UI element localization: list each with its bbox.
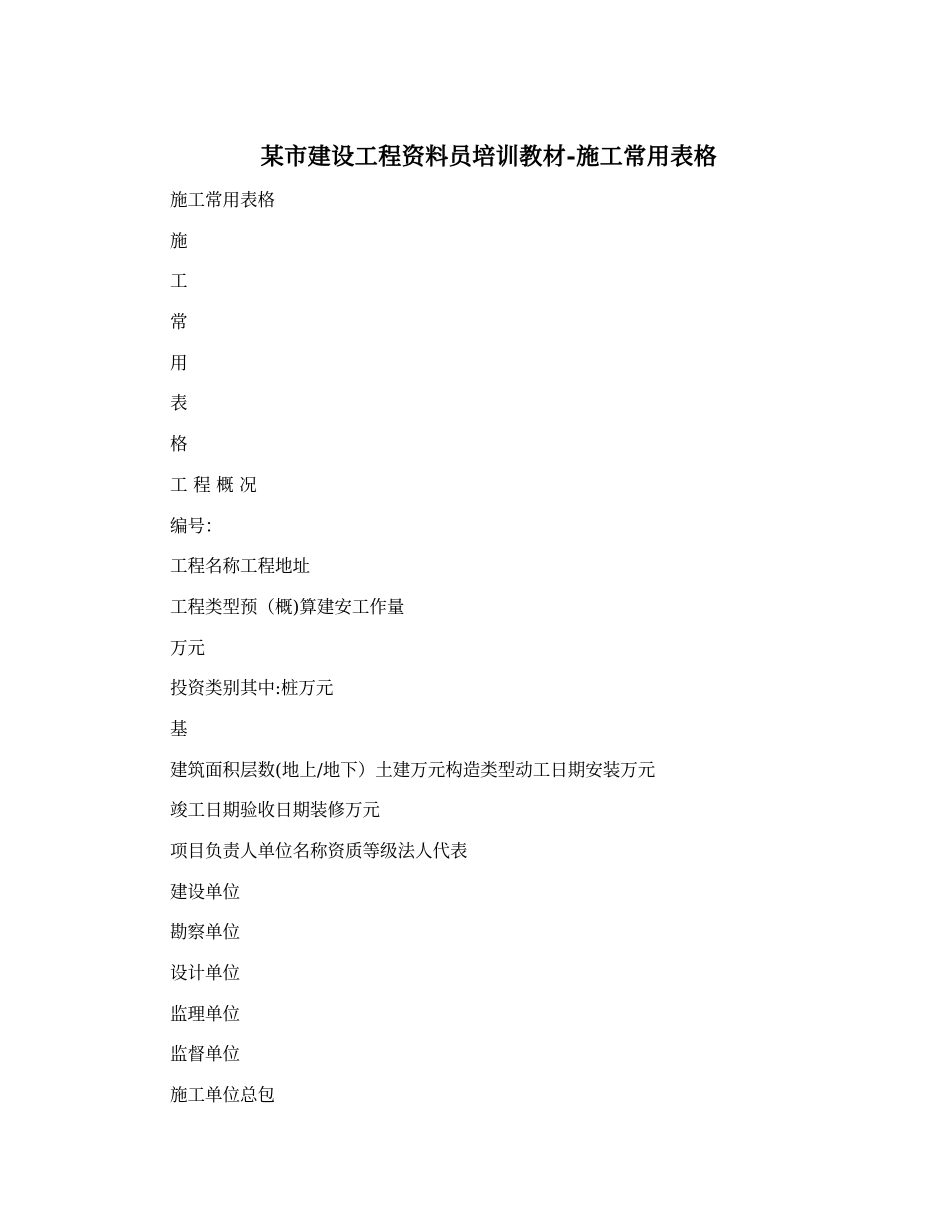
body-line: 万元 [170, 638, 205, 659]
body-line: 常 [170, 313, 188, 334]
body-line: 工程类型预（概)算建安工作量 [170, 597, 405, 618]
body-line: 监理单位 [170, 1004, 240, 1025]
body-line: 项目负责人单位名称资质等级法人代表 [170, 842, 468, 862]
body-line: 勘察单位 [170, 923, 240, 944]
body-line: 施工常用表格 [170, 191, 275, 211]
body-line: 监督单位 [170, 1045, 240, 1066]
body-line: 编号： [170, 516, 223, 537]
body-line: 建设单位 [170, 882, 240, 903]
body-line: 设计单位 [170, 964, 240, 985]
body-line: 用 [170, 353, 188, 374]
document-body [170, 186, 655, 1122]
body-line: 工程名称工程地址 [170, 557, 310, 578]
body-line: 竣工日期验收日期装修万元 [170, 801, 380, 822]
document-title: 某市建设工程资料员培训教材-施工常用表格 [260, 143, 718, 170]
body-line: 建筑面积层数(地上/地下）土建万元构造类型动工日期安装万元 [170, 760, 656, 781]
body-line: 施 [170, 231, 188, 252]
section-heading: 工 程 概 况 [170, 475, 257, 496]
body-line: 基 [170, 719, 188, 740]
body-line: 格 [170, 435, 188, 456]
body-line: 表 [170, 394, 188, 415]
body-line: 投资类别其中:桩万元 [170, 679, 334, 700]
body-line: 工 [170, 272, 188, 293]
body-line: 施工单位总包 [170, 1086, 275, 1107]
